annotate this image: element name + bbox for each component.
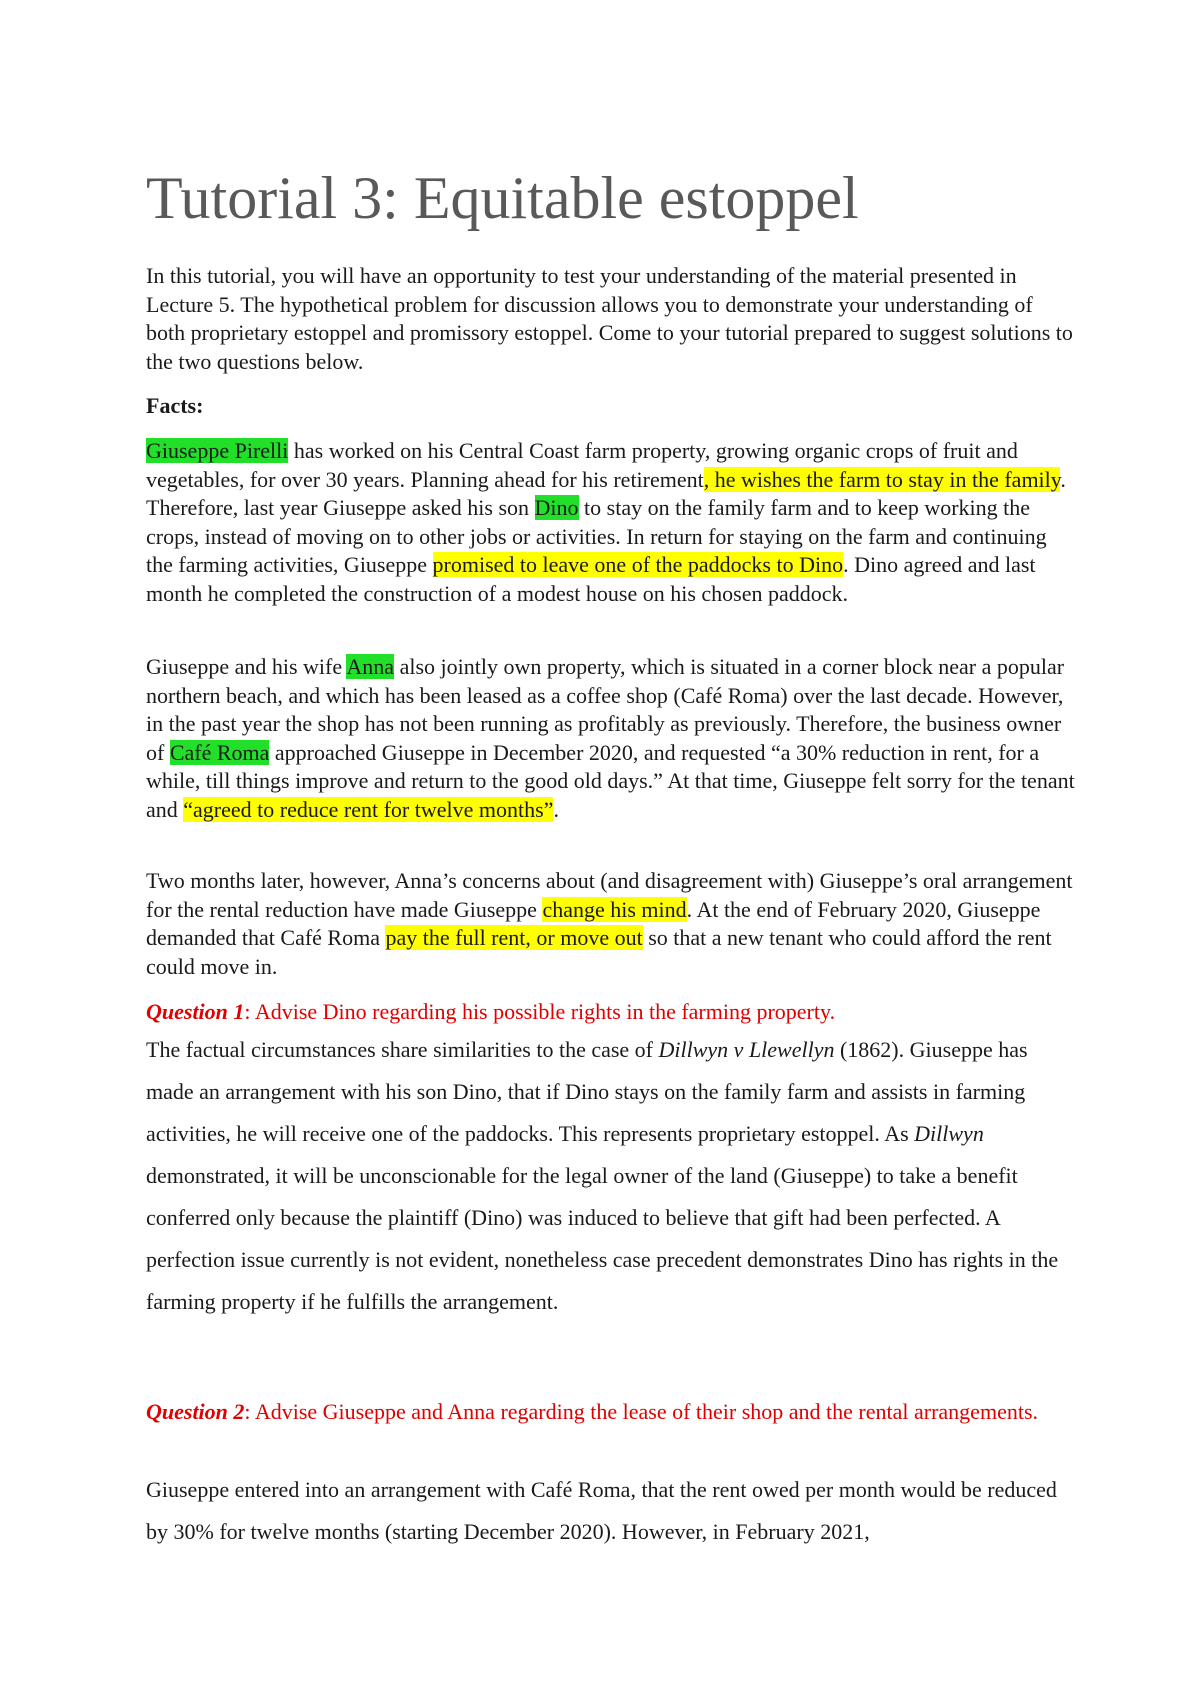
answer-1: The factual circumstances share similarities to the case of Dillwyn v Llewellyn (1862). Giuseppe has made an arrangement with his son Dino, that if Dino stays on the family farm and assists in farming activities, he will receive one of the paddocks. This represents proprietary estoppel. As Dillwyn demonstrated, it will be unconscionable for the legal owner of the land (Giuseppe) to take a benefit conferred only because the plaintiff (Dino) was induced to believe that gift had been perfected. A perfection issue currently is not evident, nonetheless case precedent demonstrates Dino has rights in the farming property if he fulfills the arrangement. bbox=[146, 1037, 1059, 1314]
question-2-label: Question 2 bbox=[146, 1399, 245, 1424]
answer-2: Giuseppe entered into an arrangement with Café Roma, that the rent owed per month would be reduced by 30% for twelve months (starting December 2020). However, in February 2021, bbox=[146, 1477, 1057, 1544]
facts-paragraph-2: Giuseppe and his wife Anna also jointly own property, which is situated in a corner block near a popular northern beach, and which has been leased as a coffee shop (Café Roma) over the last decade. However, in the past year the shop has not been running as profitably as previously. Therefore, the business owner of Café Roma approached Giuseppe in December 2020, and requested “a 30% reduction in rent, for a while, till things improve and return to the good old days.” At that time, Giuseppe felt sorry for the tenant and “agreed to reduce rent for twelve months”. bbox=[146, 654, 1075, 822]
facts-paragraph-3: Two months later, however, Anna’s concerns about (and disagreement with) Giuseppe’s oral arrangement for the rental reduction have made Giuseppe change his mind. At the end of February 2020, Giuseppe demanded that Café Roma pay the full rent, or move out so that a new tenant who could afford the rent could move in. bbox=[146, 868, 1073, 979]
question-2: Question 2: Advise Giuseppe and Anna regarding the lease of their shop and the rental arrangements. bbox=[146, 1399, 1039, 1424]
highlight-phrase: promised to leave one of the paddocks to Dino bbox=[432, 552, 844, 577]
highlight-phrase: , he wishes the farm to stay in the family bbox=[703, 466, 1061, 492]
highlight-name: Giuseppe Pirelli bbox=[146, 438, 289, 463]
case-citation: Dillwyn v Llewellyn bbox=[658, 1037, 835, 1062]
facts-heading: Facts: bbox=[146, 393, 204, 418]
question-1: Question 1: Advise Dino regarding his possible rights in the farming property. bbox=[146, 999, 836, 1024]
page-title: Tutorial 3: Equitable estoppel bbox=[146, 165, 859, 231]
highlight-phrase: “agreed to reduce rent for twelve months” bbox=[183, 796, 554, 822]
intro-paragraph: In this tutorial, you will have an opportunity to test your understanding of the material presented in Lecture 5. The hypothetical problem for discussion allows you to demonstrate your understanding of both proprietary estoppel and promissory estoppel. Come to your tutorial prepared to suggest solutions to the two questions below. bbox=[146, 263, 1073, 374]
highlight-name: Dino bbox=[534, 495, 579, 520]
highlight-phrase: pay the full rent, or move out bbox=[385, 925, 643, 950]
facts-paragraph-1: Giuseppe Pirelli has worked on his Central Coast farm property, growing organic crops of fruit and vegetables, for over 30 years. Planning ahead for his retirement, he wishes the farm to stay in the family. Therefore, last year Giuseppe asked his son Dino to stay on the family farm and to keep working the crops, instead of moving on to other jobs or activities. In return for staying on the farm and continuing the farming activities, Giuseppe promised to leave one of the paddocks to Dino. Dino agreed and last month he completed the construction of a modest house on his chosen paddock. bbox=[146, 438, 1066, 606]
highlight-name: Anna bbox=[346, 654, 395, 679]
highlight-phrase: change his mind bbox=[542, 896, 687, 922]
highlight-name: Café Roma bbox=[169, 739, 270, 765]
case-citation: Dillwyn bbox=[914, 1121, 984, 1146]
question-1-label: Question 1 bbox=[146, 999, 245, 1024]
